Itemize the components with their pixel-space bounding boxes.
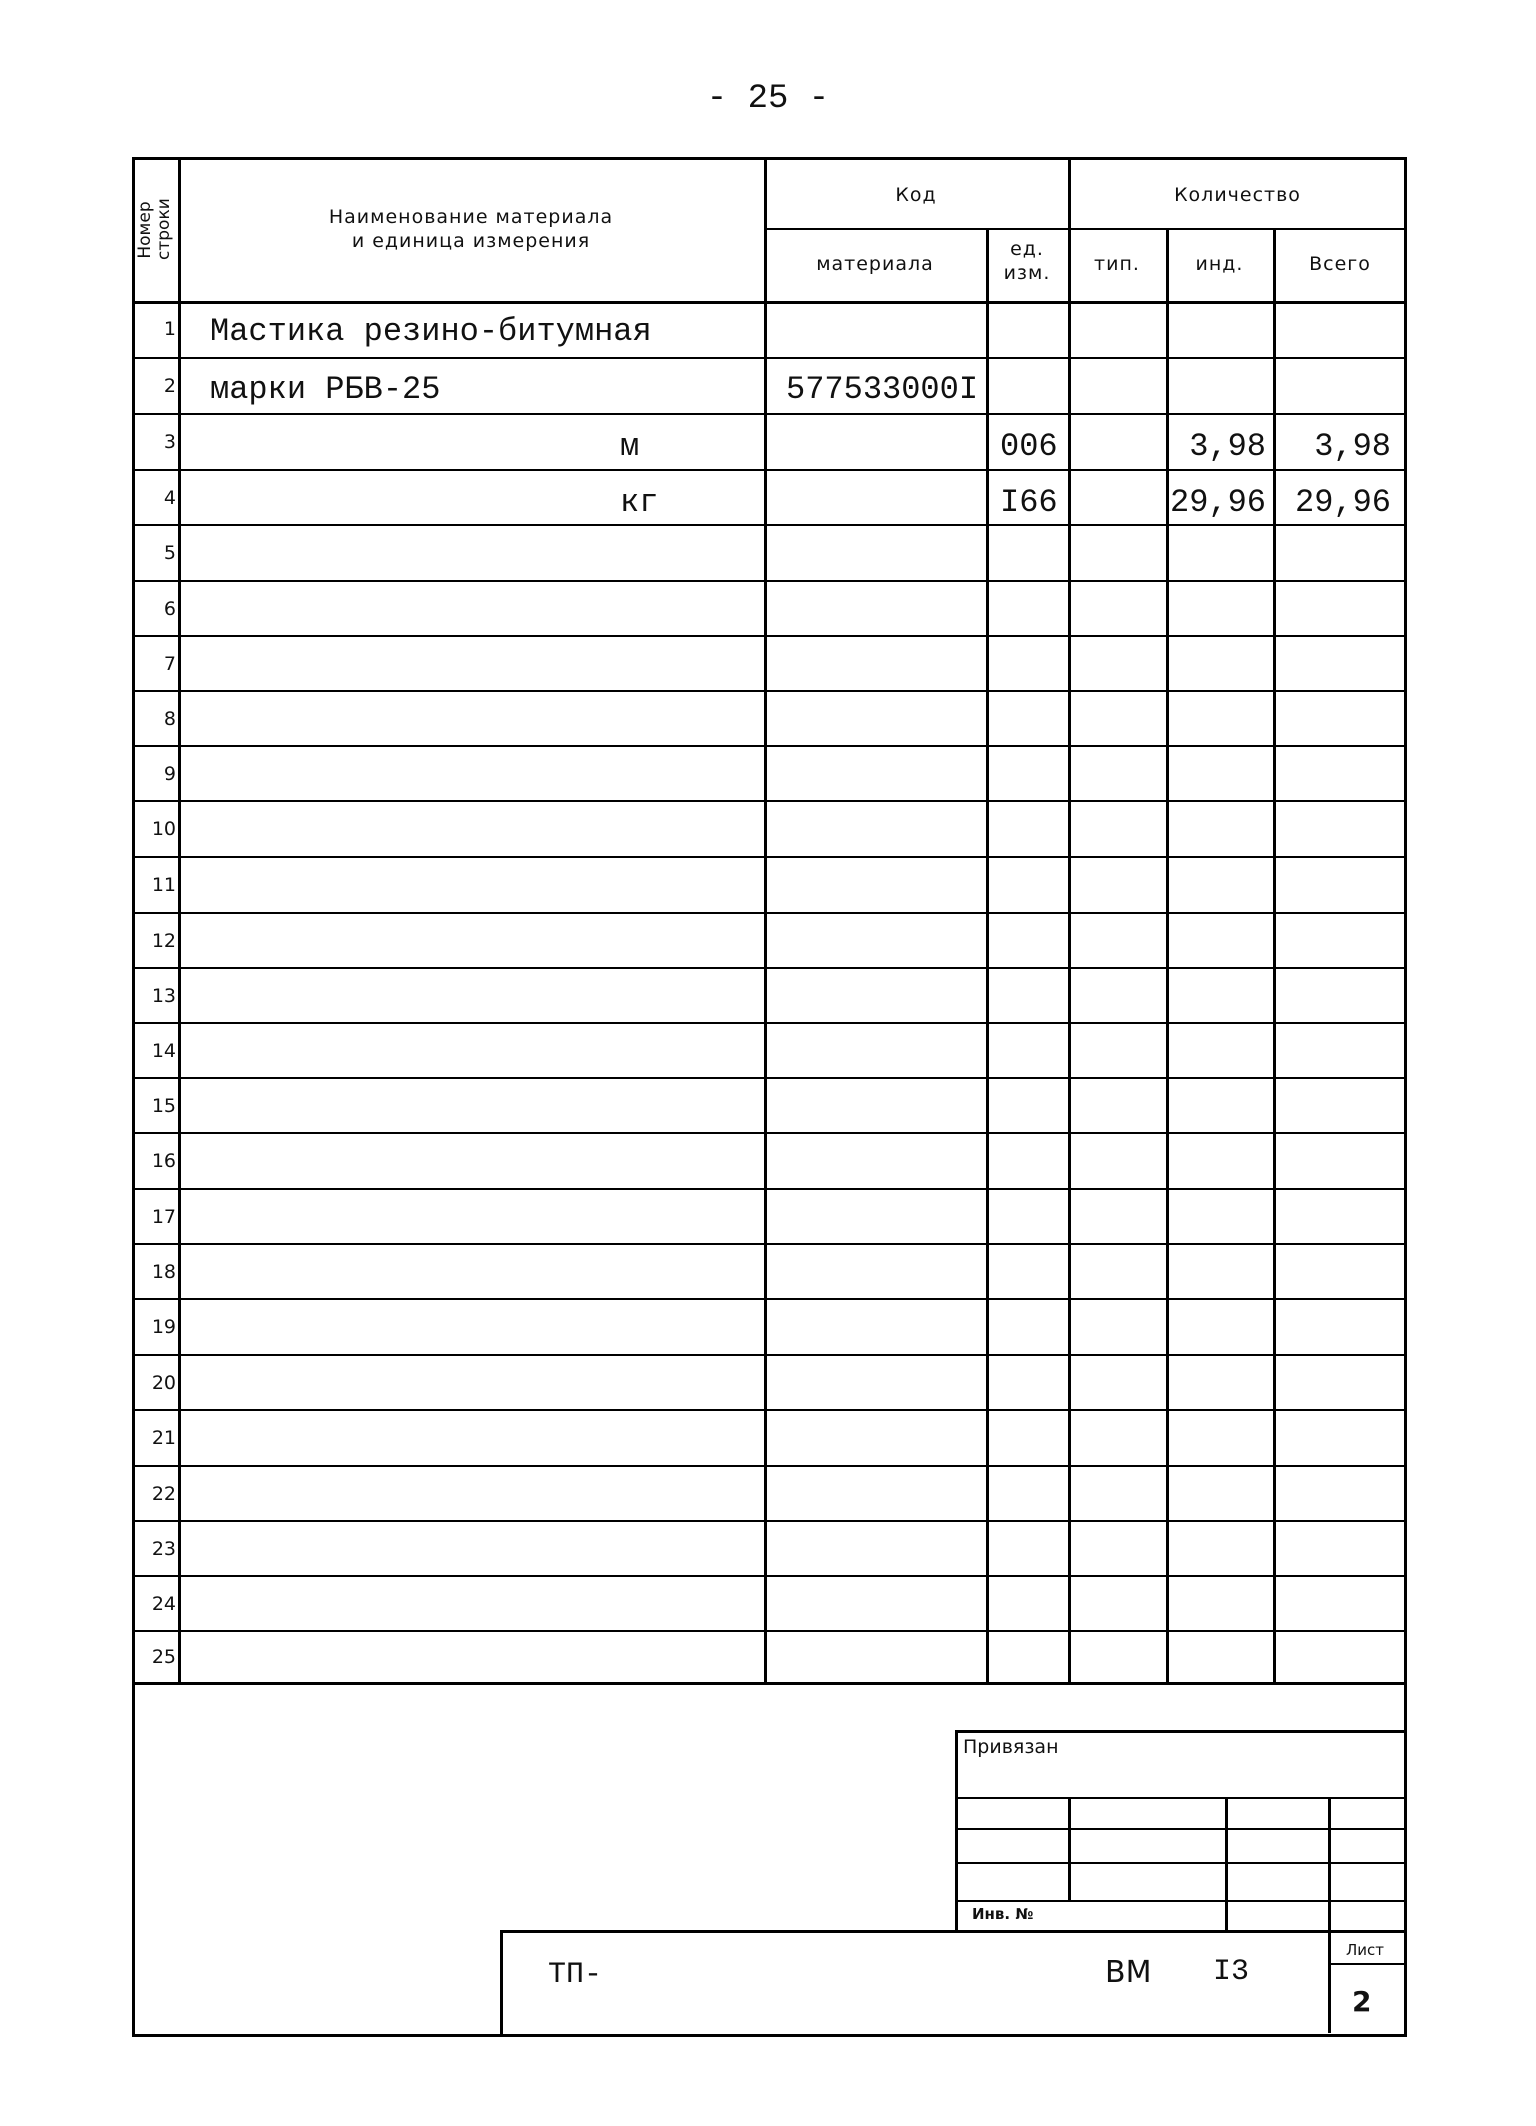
row3-unit-name: м — [620, 428, 640, 465]
row-line — [132, 1243, 1407, 1245]
stamp-line — [955, 1797, 1407, 1799]
row-line — [132, 469, 1407, 471]
row3-ind: 3,98 — [1189, 428, 1266, 465]
row-line — [132, 967, 1407, 969]
stamp-doc-code-mark: ВМ — [1105, 1955, 1152, 1990]
row-number: 5 — [163, 542, 176, 564]
header-row-number-label: Номер строки — [135, 198, 174, 260]
col-line-name — [764, 157, 767, 1682]
row-line — [132, 856, 1407, 858]
col-line-material — [986, 228, 989, 1682]
stamp-line — [1068, 1797, 1071, 1900]
row-line — [132, 1077, 1407, 1079]
row-number: 24 — [151, 1593, 176, 1615]
stamp-sheet-label: Лист — [1346, 1941, 1385, 1959]
header-qty-group: Количество — [1174, 184, 1301, 206]
row-line — [132, 1520, 1407, 1522]
row4-unit-code: I66 — [1000, 484, 1058, 521]
stamp-line — [955, 1828, 1407, 1830]
row-line — [132, 1354, 1407, 1356]
header-code-group: Код — [895, 184, 937, 206]
stamp-line — [1225, 1797, 1228, 1930]
row-number: 18 — [151, 1261, 176, 1283]
header-code-unit: ед. изм. — [1003, 238, 1051, 284]
row-number: 21 — [151, 1427, 176, 1449]
row-number: 10 — [151, 818, 176, 840]
row-number: 15 — [151, 1095, 176, 1117]
row-number: 14 — [151, 1040, 176, 1062]
row-line — [132, 1630, 1407, 1632]
row-line — [132, 357, 1407, 359]
stamp-line — [1328, 1797, 1331, 2033]
row2-material-code: 577533000I — [786, 371, 979, 408]
row-line — [132, 635, 1407, 637]
row-line — [132, 1132, 1407, 1134]
stamp-sheet-number: 2 — [1352, 1985, 1372, 2018]
row-number: 23 — [151, 1538, 176, 1560]
row2-name: марки РБВ-25 — [210, 371, 441, 408]
row-number: 25 — [151, 1646, 176, 1668]
row-number: 1 — [163, 318, 176, 340]
row-number: 3 — [163, 431, 176, 453]
col-line-unit — [1068, 157, 1071, 1682]
row-number: 9 — [163, 763, 176, 785]
row-number: 7 — [163, 653, 176, 675]
row-number: 11 — [151, 874, 176, 896]
row-number: 20 — [151, 1372, 176, 1394]
row-number: 2 — [163, 375, 176, 397]
header-row-number — [132, 165, 178, 295]
row-line — [132, 1022, 1407, 1024]
stamp-inv-label: Инв. № — [972, 1905, 1034, 1923]
row-line — [132, 413, 1407, 415]
stamp-doc-code-left: ТП- — [548, 1958, 603, 1992]
row-number: 12 — [151, 930, 176, 952]
header-sub-line — [764, 228, 1407, 230]
header-code-material: материала — [816, 253, 934, 275]
row-line — [132, 745, 1407, 747]
stamp-line — [1328, 1963, 1407, 1965]
row-line — [132, 524, 1407, 526]
row4-total: 29,96 — [1294, 484, 1391, 521]
row4-unit-name: кг — [620, 484, 659, 521]
row-line — [132, 1409, 1407, 1411]
row4-ind: 29,96 — [1169, 484, 1266, 521]
header-qty-total: Всего — [1309, 253, 1371, 275]
stamp-line — [955, 1730, 1407, 1733]
row-line — [132, 912, 1407, 914]
stamp-attached-label: Привязан — [963, 1736, 1059, 1758]
stamp-line — [955, 1862, 1407, 1864]
row-line — [132, 690, 1407, 692]
header-qty-typ: тип. — [1094, 253, 1140, 275]
header-name: Наименование материала и единица измерения — [328, 206, 614, 252]
stamp-line — [500, 1930, 503, 2035]
row-line — [132, 1298, 1407, 1300]
row-number: 6 — [163, 598, 176, 620]
row3-unit-code: 006 — [1000, 428, 1058, 465]
row-line — [132, 1575, 1407, 1577]
row1-name: Мастика резино-битумная — [210, 313, 652, 350]
header-bottom-line — [132, 301, 1407, 304]
table-bottom-line — [132, 1682, 1407, 1685]
row-line — [132, 1465, 1407, 1467]
row-line — [132, 580, 1407, 582]
row-number: 22 — [151, 1483, 176, 1505]
stamp-doc-code-num: I3 — [1213, 1955, 1250, 1989]
col-line-rownum — [178, 157, 181, 1682]
stamp-line — [955, 1900, 1407, 1902]
row-number: 4 — [163, 487, 176, 509]
row-line — [132, 1188, 1407, 1190]
page-number: - 25 - — [706, 80, 830, 118]
row-number: 8 — [163, 708, 176, 730]
stamp-line — [500, 1930, 1407, 1933]
header-qty-ind: инд. — [1195, 253, 1244, 275]
row-number: 16 — [151, 1150, 176, 1172]
row-line — [132, 800, 1407, 802]
row3-total: 3,98 — [1314, 428, 1391, 465]
row-number: 19 — [151, 1316, 176, 1338]
row-number: 13 — [151, 985, 176, 1007]
row-number: 17 — [151, 1206, 176, 1228]
